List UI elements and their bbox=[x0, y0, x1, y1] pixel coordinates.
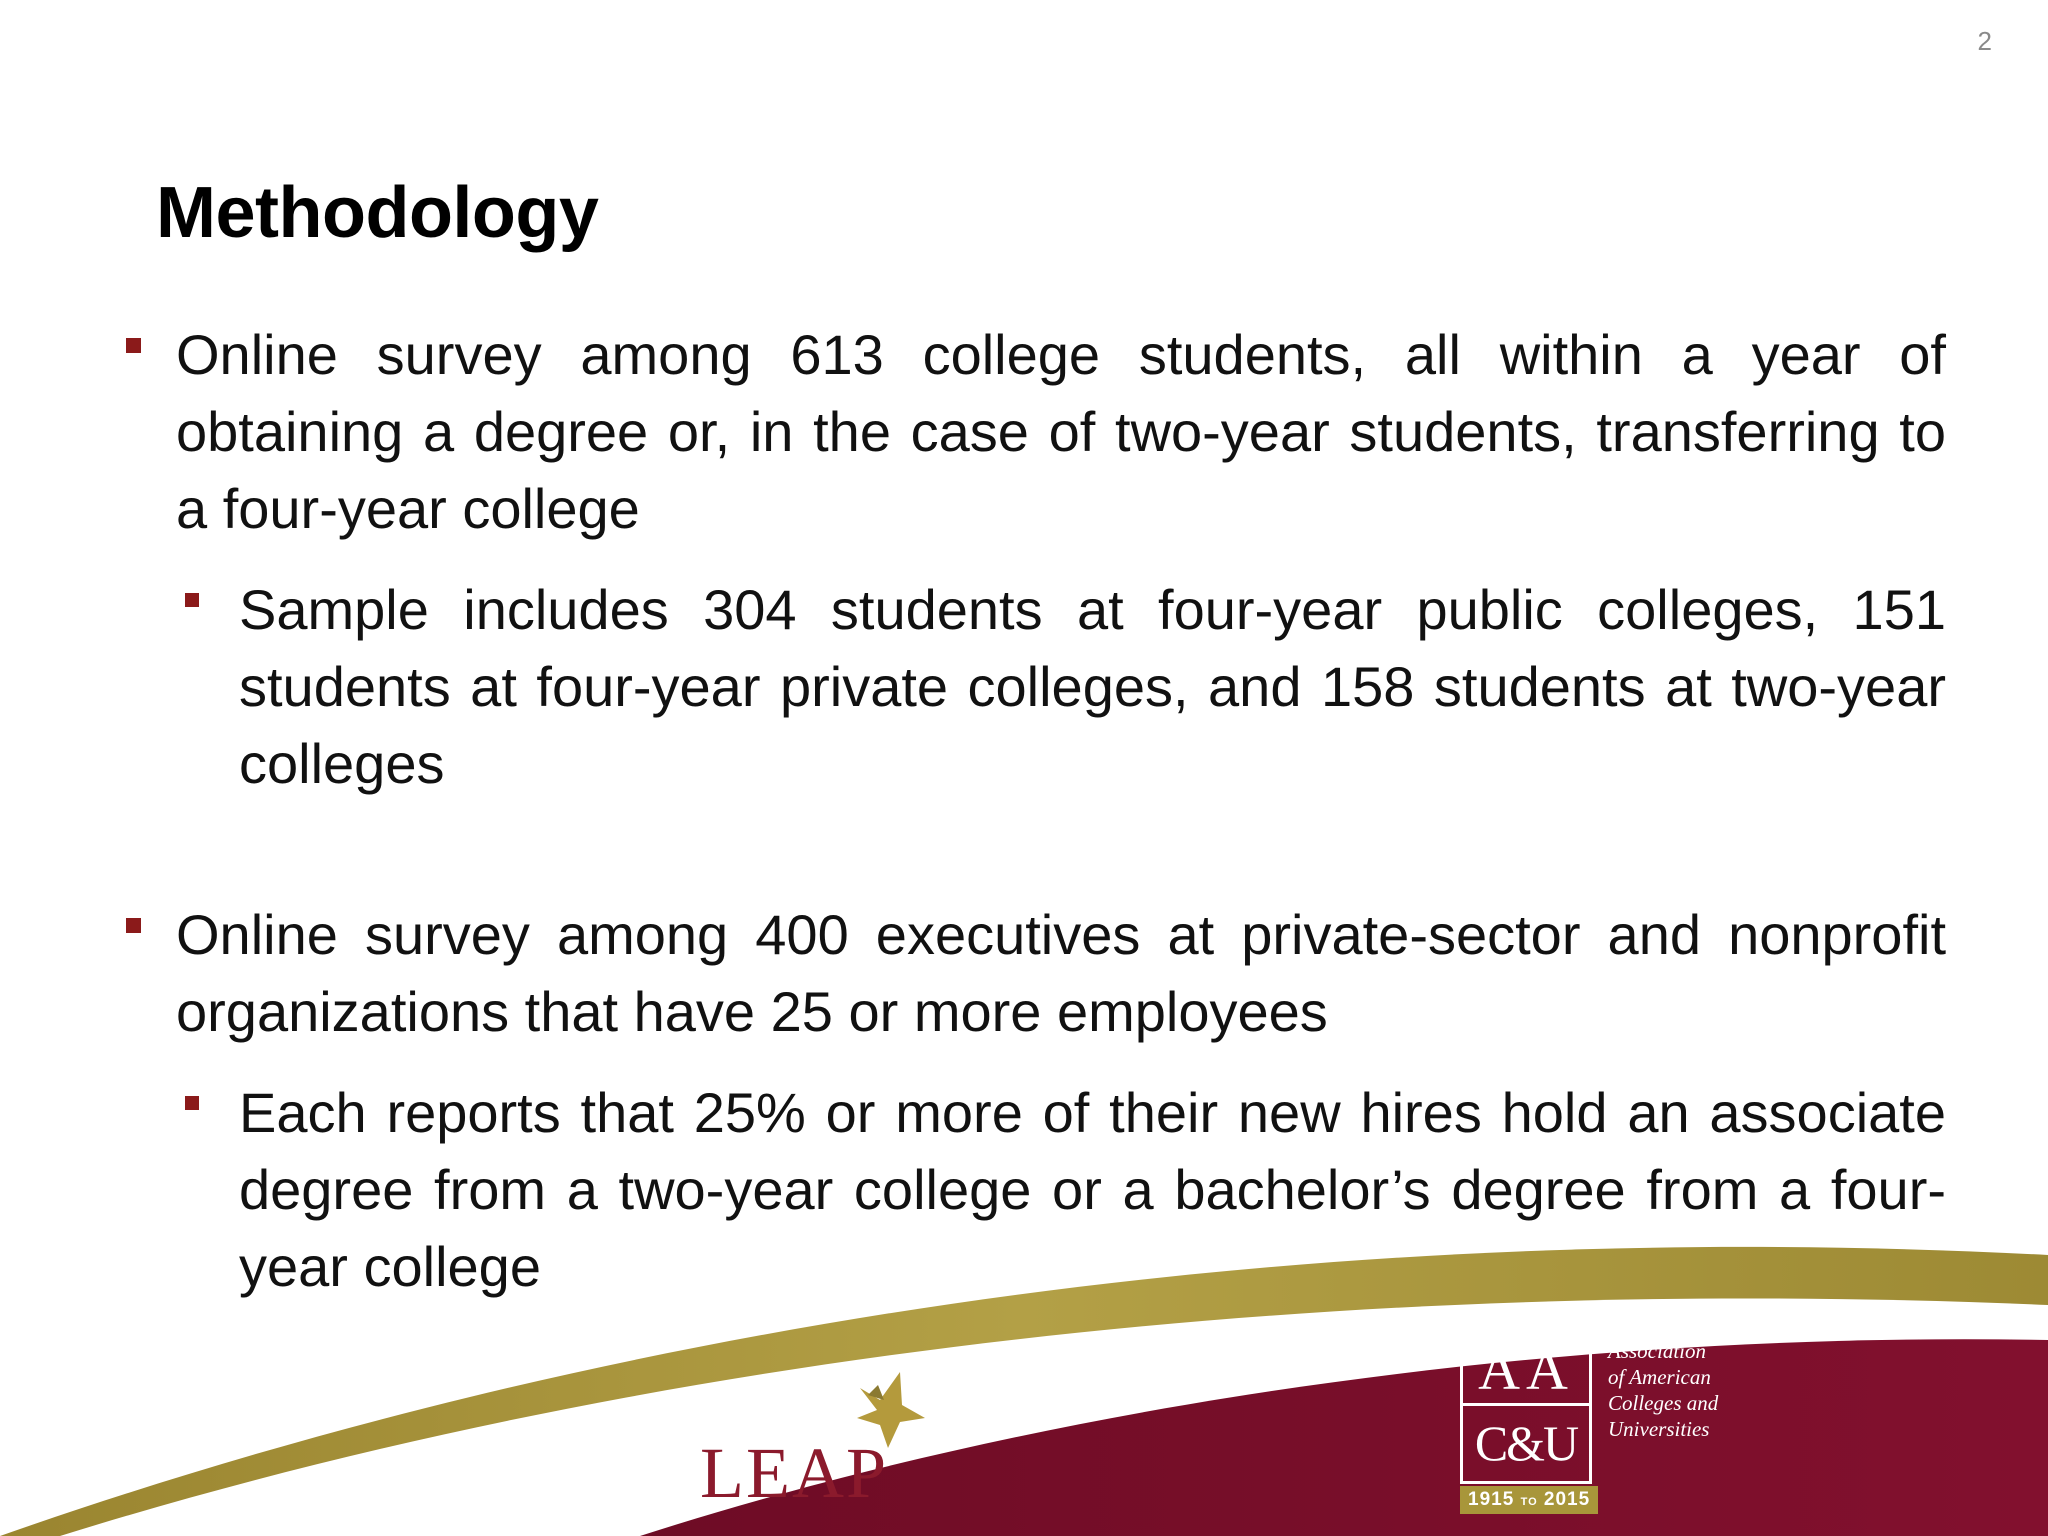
square-bullet-icon bbox=[126, 338, 141, 353]
aacu-monogram bbox=[1460, 1334, 1592, 1484]
bullet-list bbox=[120, 316, 1946, 1305]
aacu-monogram-top: AA bbox=[1463, 1337, 1589, 1406]
sub-bullet-text: Each reports that 25% or more of their new hires hold an associate degree from a two-year college or a bachelor’s degree from a four-year college bbox=[239, 1081, 1946, 1298]
square-bullet-icon bbox=[126, 918, 141, 933]
aacu-logo bbox=[1460, 1334, 1840, 1514]
aacu-name: Association of American Colleges and Universities bbox=[1608, 1339, 1719, 1441]
bullet-students bbox=[120, 316, 1946, 547]
leap-logo-text: LEAP bbox=[700, 1433, 888, 1513]
slide-title: Methodology bbox=[156, 173, 599, 253]
aacu-anniversary-badge: 1915 TO 2015 bbox=[1460, 1486, 1598, 1514]
aacu-monogram-bottom: C&U bbox=[1474, 1415, 1578, 1471]
square-bullet-icon bbox=[185, 1096, 199, 1110]
sub-bullet-text: Sample includes 304 students at four-year public colleges, 151 students at four-year private colleges, and 158 students at two-year colleges bbox=[239, 578, 1946, 795]
bullet-text: Online survey among 400 executives at private-sector and nonprofit organizations that have 25 or more employees bbox=[176, 903, 1946, 1043]
bullet-executives bbox=[120, 896, 1946, 1050]
square-bullet-icon bbox=[185, 593, 199, 607]
sub-bullet-sample bbox=[183, 571, 1946, 802]
leap-logo bbox=[700, 1432, 888, 1515]
sub-bullet-hires bbox=[183, 1074, 1946, 1305]
bullet-text: Online survey among 613 college students, all within a year of obtaining a degree or, in the case of two-year students, transferring to a four-year college bbox=[176, 323, 1946, 540]
page-number: 2 bbox=[1977, 26, 1992, 56]
